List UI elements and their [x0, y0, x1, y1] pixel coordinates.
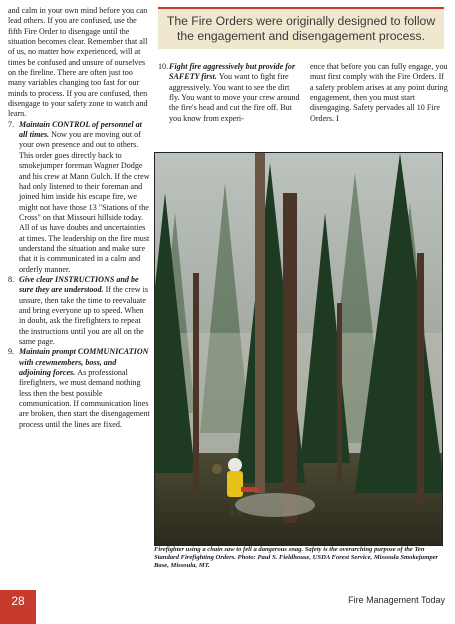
fire-order-7: [8, 120, 150, 275]
fire-order-10: [158, 62, 300, 124]
order-text: If the crew is unsure, then take the time to reevaluate and bring everyone up to speed. When in doubt, ask the firefighters to repeat the instructions until you are all on the same page.: [19, 285, 149, 346]
fire-order-8: [8, 275, 150, 347]
order-number: 7.: [8, 119, 15, 129]
order-number: 10.: [158, 62, 169, 71]
photo-illustration: [155, 153, 442, 545]
order-text: You want to fight fire aggressively. You want to see the dirt fly. You want to move your crew around the fire's head and cut the fire off. But you know from experi-: [169, 72, 300, 123]
order-title: Maintain CONTROL of personnel at all times.: [19, 119, 142, 140]
page-number: 28: [0, 590, 36, 624]
pull-quote-callout: [158, 7, 444, 49]
order-title: Maintain prompt COMMUNICATION with crewmembers, boss, and adjoining forces.: [19, 347, 149, 378]
publication-title: Fire Management Today: [348, 595, 445, 605]
order-title: Fight fire aggressively but provide for SAFETY first.: [169, 62, 296, 82]
order-text: As professional firefighters, we must demand nothing less then the best possible communication. If communication lines are broken, then start the disengagement process until the lines are fixed.: [19, 368, 150, 429]
photo-caption: Firefighter using a chain saw to fell a dangerous snag. Safety is the overarching purpose of the Ten Standard Firefighting Orders. Photo: Paul S. Fieldhouse, USDA Forest Service, Missoula Smokejumper Base, Missoula, MT.: [154, 546, 439, 570]
intro-paragraph: and calm in your own mind before you can lead others. If you are confused, use the fifth Fire Order to disengage until the situation becomes clear. Remember that all of us, no matter how experienced, will at times be confused and unsure of ourselves on the fireline. There are often just too many variables changing too fast for our minds to process. If you are confused, then disengage to your safety zone to watch and learn.: [8, 6, 148, 119]
forest-firefighter-photo: [154, 152, 443, 546]
left-text-column: [8, 6, 150, 430]
order-text: Now you are moving out of your own presence and out to others. This order goes directly back to smokejumper foreman Wagner Dodge and his crew at Mann Gulch. If the crew had only listened to their foreman and joined him inside his escape fire, we might not have those 13 "Stations of the Cross" on that Missouri hillside today. All of us have doubts and uncertainties at times. The leadership on the fire must understand the situation and make sure that it is communicated in a calm and orderly manner.: [19, 130, 150, 274]
continuation-paragraph: ence that before you can fully engage, you must first comply with the Fire Orders. If a safety problem arises at any point during engagement, then you must start disengaging. Safety pervades all 10 Fire Orders. I: [310, 62, 448, 123]
right-text-block: [158, 62, 448, 124]
pull-quote-text: The Fire Orders were originally designed to follow the engagement and disengagement process.: [166, 14, 436, 43]
fire-order-9: [8, 347, 150, 430]
order-number: 9.: [8, 347, 15, 357]
order-title: Give clear INSTRUCTIONS and be sure they are understood.: [19, 274, 139, 295]
order-number: 8.: [8, 274, 15, 284]
